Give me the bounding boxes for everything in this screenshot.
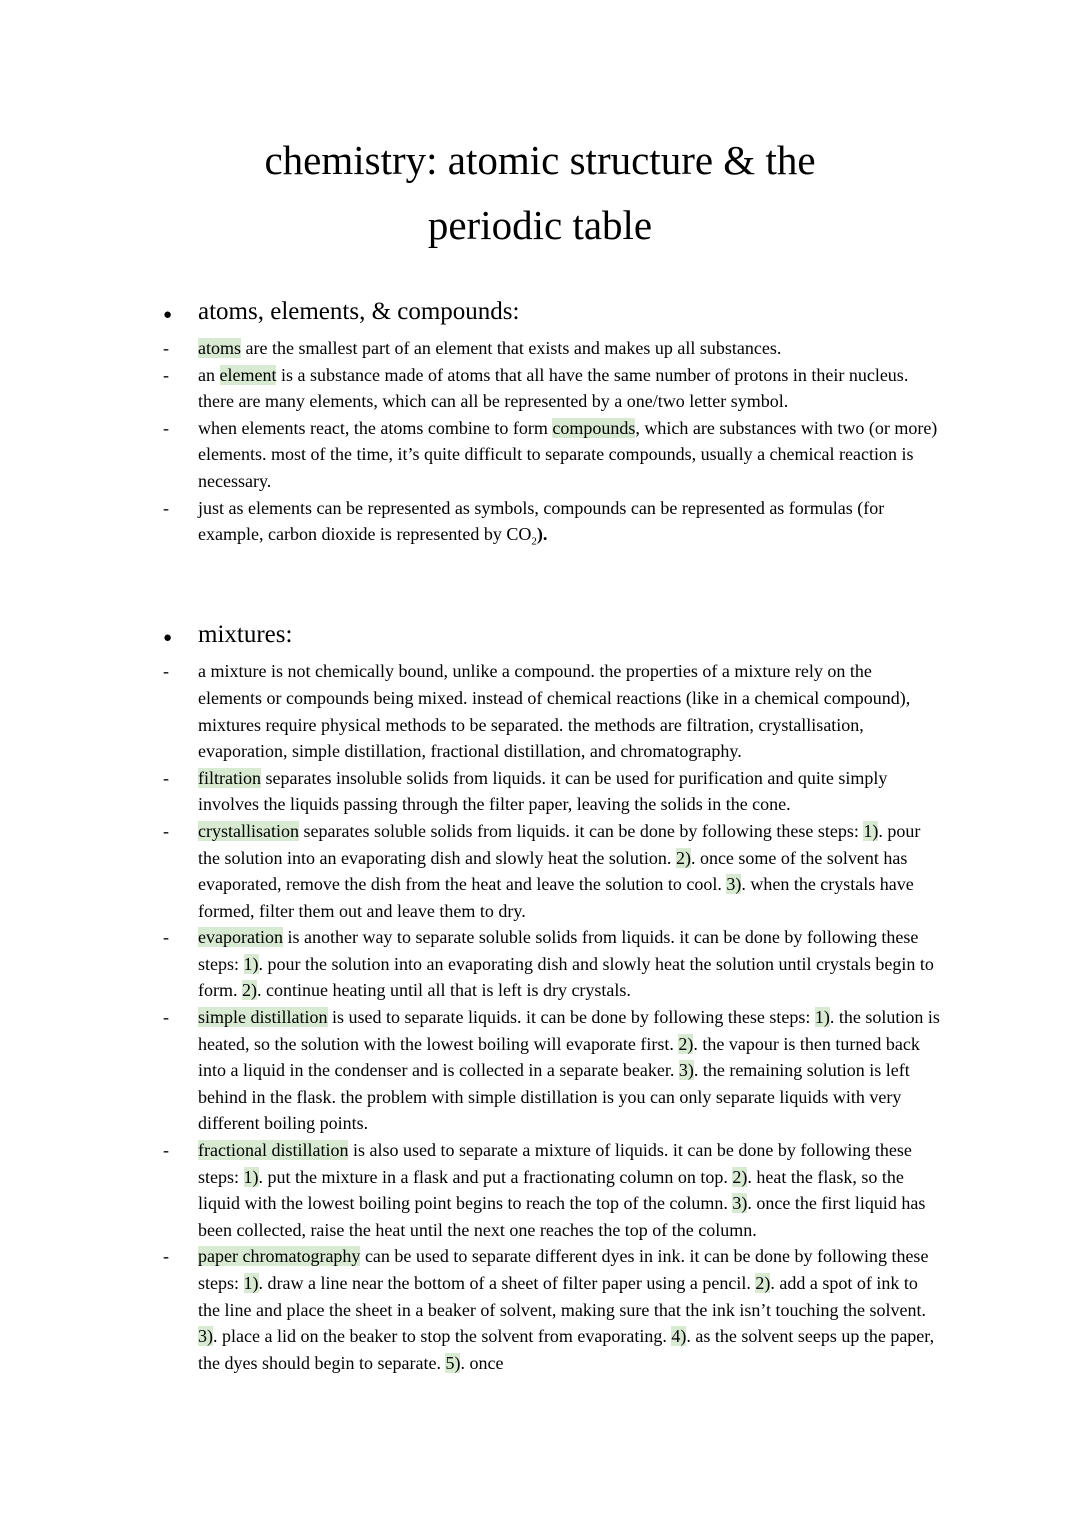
section-heading xyxy=(163,619,940,654)
highlighted-term: 2) xyxy=(732,1166,748,1187)
list-item-text xyxy=(198,495,940,556)
list-item xyxy=(163,765,940,818)
highlighted-term: simple distillation xyxy=(198,1007,328,1028)
text-segment: . the remaining solution is left behind in the flask. the problem with simple distillation is you can only separate liquids with very different boiling points. xyxy=(198,1060,910,1134)
text-segment: . as the solvent seeps up the paper, the dyes should begin to separate. xyxy=(198,1326,935,1373)
highlighted-term: 3) xyxy=(198,1326,213,1347)
text-segment: . once xyxy=(460,1352,504,1373)
dash-marker: - xyxy=(163,1246,169,1267)
text-segment: . pour the solution into an evaporating dish and slowly heat the solution until crystals begin to form. xyxy=(198,953,934,1001)
bullet-icon: ● xyxy=(163,307,173,323)
text-segment: . pour the solution into an evaporating dish and slowly heat the solution. xyxy=(198,820,921,868)
list-item xyxy=(163,818,940,924)
highlighted-term: 4) xyxy=(671,1326,687,1347)
text-segment: . the solution is heated, so the solution with the lowest boiling will evaporate first. xyxy=(198,1007,940,1054)
highlighted-term: 5) xyxy=(445,1352,461,1373)
text-segment: 2 xyxy=(531,535,537,548)
text-segment: can be used to separate different dyes in ink. it can be done by following these steps: xyxy=(198,1246,929,1293)
text-segment: an xyxy=(198,364,220,385)
list-item-text xyxy=(198,765,940,818)
text-segment: . when the crystals have formed, filter them out and leave them to dry. xyxy=(198,874,914,921)
dash-marker: - xyxy=(163,820,169,841)
highlighted-term: 1) xyxy=(863,820,879,841)
highlighted-term: 3) xyxy=(678,1060,694,1081)
highlighted-term: 1) xyxy=(243,1166,259,1187)
text-segment: . once the first liquid has been collected, raise the heat until the next one reaches the top of the column. xyxy=(198,1193,926,1240)
highlighted-term: 2) xyxy=(242,980,257,1001)
text-segment: a mixture is not chemically bound, unlike a compound. the properties of a mixture rely on the elements or compounds being mixed. instead of chemical reactions (like in a chemical compound), mixtures require physical methods to be separated. the methods are filtration, crystallisation, evaporation, simple distillation, fractional distillation, and chromatography. xyxy=(198,661,911,762)
highlighted-term: 2) xyxy=(678,1033,694,1054)
highlighted-term: filtration xyxy=(198,767,261,788)
text-segment: . continue heating until all that is left is dry crystals. xyxy=(257,980,631,1001)
dash-marker: - xyxy=(163,661,169,682)
section-0 xyxy=(163,296,940,555)
text-segment: just as elements can be represented as symbols, compounds can be represented as formulas (for example, carbon dioxide is represented by CO xyxy=(198,497,885,545)
list-item-text xyxy=(198,924,940,1004)
list-item xyxy=(163,362,940,415)
text-segment: is a substance made of atoms that all have the same number of protons in their nucleus. there are many elements, which can all be represented by a one/two letter symbol. xyxy=(198,364,909,412)
text-segment: when elements react, the atoms combine to form xyxy=(198,417,553,438)
dash-marker: - xyxy=(163,927,169,948)
highlighted-term: atoms xyxy=(198,338,241,358)
text-segment: . put the mixture in a flask and put a fractionating column on top. xyxy=(258,1166,733,1187)
dash-marker: - xyxy=(163,1140,169,1161)
highlighted-term: 1) xyxy=(243,1273,259,1293)
list-item xyxy=(163,1004,940,1137)
highlighted-term: 1) xyxy=(243,953,259,974)
title-line-2: periodic table xyxy=(427,202,653,248)
highlighted-term: fractional distillation xyxy=(198,1140,349,1161)
document-body xyxy=(163,296,940,1376)
text-segment: . once some of the solvent has evaporated, remove the dish from the heat and leave the solution to cool. xyxy=(198,847,908,895)
text-segment: is another way to separate soluble solids from liquids. it can be done by following these steps: xyxy=(198,927,919,974)
list-item-text xyxy=(198,1004,940,1137)
highlighted-term: 1) xyxy=(814,1007,830,1028)
highlighted-term: evaporation xyxy=(198,927,283,948)
text-segment: ). xyxy=(536,524,548,545)
text-segment: separates insoluble solids from liquids. it can be used for purification and quite simply involves the liquids passing through the filter paper, leaving the solids in the cone. xyxy=(198,767,888,815)
list-item-text xyxy=(198,658,940,764)
list-item-text xyxy=(198,1137,940,1243)
text-segment: is also used to separate a mixture of liquids. it can be done by following these steps: xyxy=(198,1140,912,1187)
document-title xyxy=(60,128,1020,258)
list-item xyxy=(163,658,940,764)
bullet-icon: ● xyxy=(163,630,173,647)
text-segment: . place a lid on the beaker to stop the solvent from evaporating. xyxy=(213,1326,672,1347)
list-item-text xyxy=(198,335,940,362)
highlighted-term: 3) xyxy=(732,1193,748,1214)
text-segment: separates soluble solids from liquids. it can be done by following these steps: xyxy=(298,820,864,841)
list-item xyxy=(163,924,940,1004)
text-segment: . heat the flask, so the liquid with the lowest boiling point begins to reach the top of the column. xyxy=(198,1166,904,1214)
text-segment: , which are substances with two (or more) elements. most of the time, it’s quite difficult to separate compounds, usually a chemical reaction is necessary. xyxy=(198,417,938,491)
list-item-text xyxy=(198,362,940,415)
highlighted-term: 2) xyxy=(755,1273,771,1293)
list-item xyxy=(163,1243,940,1376)
section-heading-text: mixtures: xyxy=(198,621,293,649)
text-segment: is used to separate liquids. it can be done by following these steps: xyxy=(327,1007,815,1028)
text-segment: are the smallest part of an element that exists and makes up all substances. xyxy=(241,338,782,358)
section-heading xyxy=(163,296,940,331)
title-line-1: chemistry: atomic structure & the xyxy=(264,137,816,183)
text-segment: . draw a line near the bottom of a sheet of filter paper using a pencil. xyxy=(258,1273,756,1293)
dash-marker: - xyxy=(163,338,169,358)
text-segment: . the vapour is then turned back into a liquid in the condenser and is collected in a separate beaker. xyxy=(198,1033,920,1081)
dash-marker: - xyxy=(163,364,169,385)
highlighted-term: 2) xyxy=(675,847,691,868)
list-item-text xyxy=(198,415,940,495)
highlighted-term: compounds xyxy=(552,417,636,438)
highlighted-term: crystallisation xyxy=(198,820,299,841)
list-item xyxy=(163,495,940,556)
section-heading-text: atoms, elements, & compounds: xyxy=(198,298,520,325)
list-item-text xyxy=(198,818,940,924)
highlighted-term: 3) xyxy=(726,874,742,895)
list-item xyxy=(163,335,940,362)
dash-marker: - xyxy=(163,417,169,438)
list-item xyxy=(163,415,940,495)
text-segment: . add a spot of ink to the line and place the sheet in a beaker of solvent, making sure that the ink isn’t touching the solvent. xyxy=(198,1273,926,1320)
dash-marker: - xyxy=(163,1007,169,1028)
list-item xyxy=(163,1137,940,1243)
dash-marker: - xyxy=(163,767,169,788)
list-item-text xyxy=(198,1243,940,1376)
highlighted-term: paper chromatography xyxy=(198,1246,361,1267)
section-1 xyxy=(163,619,940,1376)
highlighted-term: element xyxy=(219,364,277,385)
dash-marker: - xyxy=(163,497,169,518)
